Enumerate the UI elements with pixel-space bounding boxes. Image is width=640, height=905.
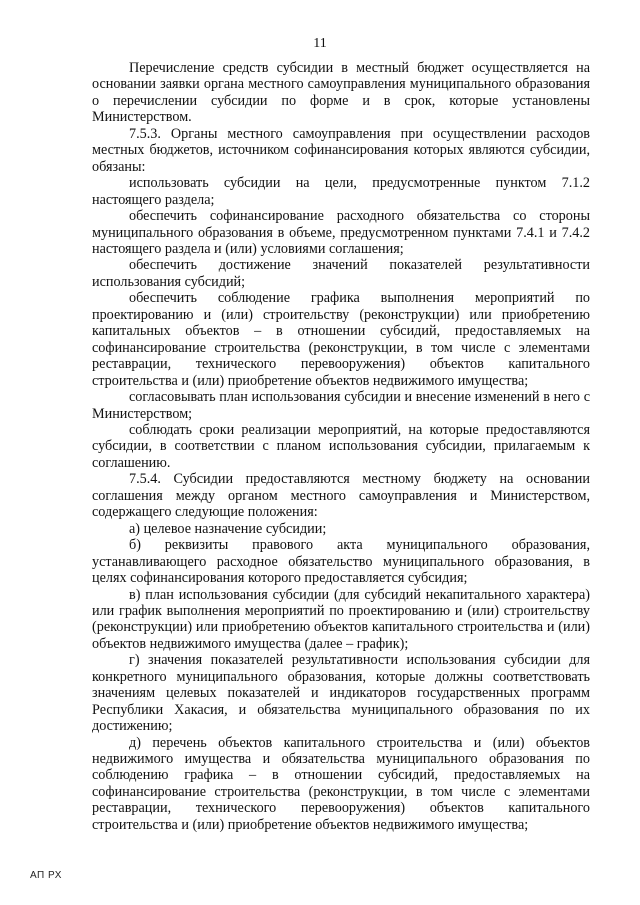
paragraph-7-5-4: 7.5.4. Субсидии предоставляются местному бюджету на основании соглашения между органом местного самоуправления и Министерством, содержащего следующие положения: bbox=[92, 471, 590, 521]
obligation-item: согласовывать план использования субсидии и внесение изменений в него с Министерством; bbox=[92, 389, 590, 422]
paragraph-transfer-basis: Перечисление средств субсидии в местный бюджет осуществляется на основании заявки органа местного самоуправления муниципального образования о перечислении субсидии по форме и в срок, которые установлены Министерством. bbox=[92, 60, 590, 126]
page-number: 11 bbox=[313, 36, 327, 51]
agreement-provision-a: а) целевое назначение субсидии; bbox=[129, 520, 327, 537]
obligation-item: использовать субсидии на цели, предусмотренные пунктом 7.1.2 настоящего раздела; bbox=[92, 175, 590, 208]
obligation-item: соблюдать сроки реализации мероприятий, на которые предоставляются субсидии, в соответствии с планом использования субсидии, прилагаемым к соглашению. bbox=[92, 421, 590, 471]
agreement-provision-b: б) реквизиты правового акта муниципального образования, устанавливающего расходное обязательство муниципального образования, в целях софинансирования которого предоставляется субсидия; bbox=[92, 537, 590, 587]
paragraph-7-5-3: 7.5.3. Органы местного самоуправления при осуществлении расходов местных бюджетов, источником софинансирования которых являются субсидии, обязаны: bbox=[92, 125, 590, 175]
document-body bbox=[92, 60, 590, 833]
obligation-item: обеспечить достижение значений показателей результативности использования субсидий; bbox=[92, 257, 590, 290]
agreement-provision-v: в) план использования субсидии (для субсидий некапитального характера) или график выполнения мероприятий по проектированию и (или) строительству (реконструкции) или приобретению объектов капитального строительства и (или) объектов недвижимого имущества (далее – график); bbox=[92, 586, 590, 652]
obligation-item: обеспечить соблюдение графика выполнения мероприятий по проектированию и (или) строительству (реконструкции) или приобретению капитальных объектов – в отношении субсидий, предоставляемых на софинансирование строительства (реконструкции, в том числе с элементами реставрации, технического перевооружения) объектов капитального строительства и (или) приобретение объектов недвижимого имущества; bbox=[92, 290, 590, 389]
agreement-provision-g: г) значения показателей результативности использования субсидии для конкретного муниципального образования, которые должны соответствовать значениям целевых показателей и индикаторов государственных программ Республики Хакасия, и обязательства муниципального образования по их достижению; bbox=[92, 652, 590, 735]
agreement-provision-d: д) перечень объектов капитального строительства и (или) объектов недвижимого имущества и обязательства муниципального образования по соблюдению графика – в отношении субсидий, предоставляемых на софинансирование строительства (реконструкции, в том числе с элементами реставрации, технического перевооружения) объектов капитального строительства и (или) приобретение объектов недвижимого имущества; bbox=[92, 734, 590, 833]
footer-stamp: АП РХ bbox=[30, 870, 62, 881]
obligation-item: обеспечить софинансирование расходного обязательства со стороны муниципального образования в объеме, предусмотренном пунктами 7.4.1 и 7.4.2 настоящего раздела и (или) условиями соглашения; bbox=[92, 208, 590, 257]
